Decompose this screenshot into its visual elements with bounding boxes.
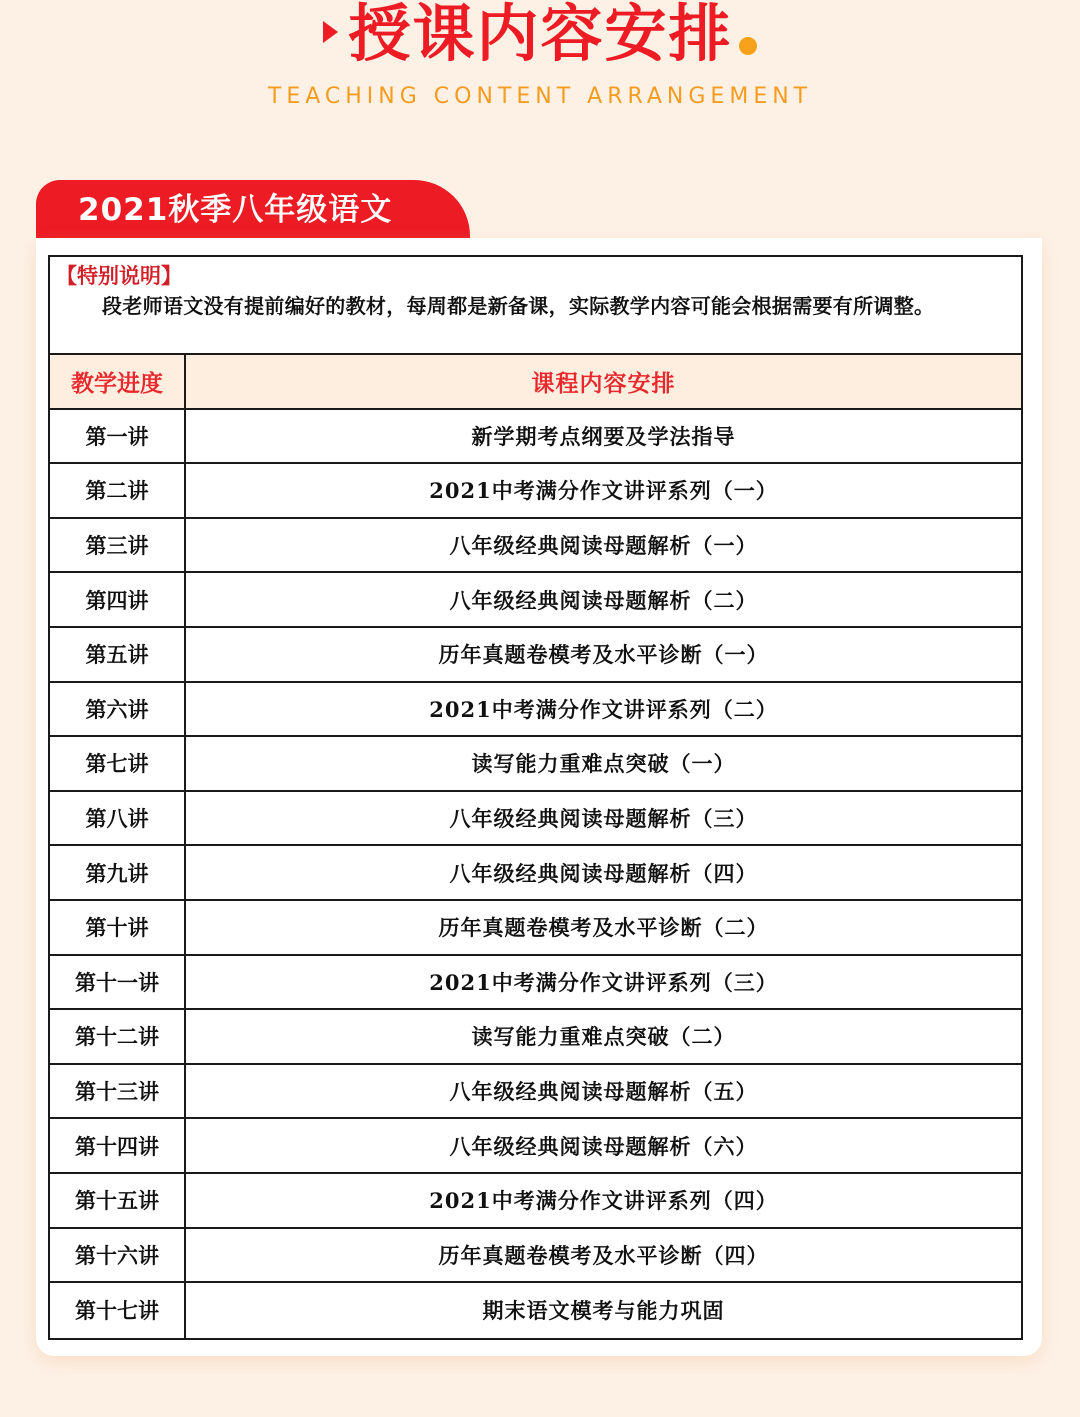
lecture-cell: 第三讲 [50,519,186,572]
lecture-cell: 第一讲 [50,410,186,463]
page-title [0,0,1080,74]
table-row [50,956,1021,1011]
table-row [50,464,1021,519]
lecture-cell: 第十七讲 [50,1283,186,1338]
schedule-table [48,255,1023,1340]
lecture-cell: 第十讲 [50,901,186,954]
table-row [50,1065,1021,1120]
table-row [50,519,1021,574]
table-row [50,573,1021,628]
lecture-cell: 第二讲 [50,464,186,517]
special-note [50,257,1021,355]
header-content: 课程内容安排 [186,355,1021,408]
content-cell: 八年级经典阅读母题解析（四） [449,860,758,886]
special-note-body: 段老师语文没有提前编好的教材，每周都是新备课，实际教学内容可能会根据需要有所调整。 [102,294,935,318]
page-title-text: 授课内容安排 [348,0,733,70]
table-header-row [50,355,1021,410]
table-row [50,410,1021,465]
content-cell: 2021中考满分作文讲评系列（四） [429,1188,778,1214]
table-row [50,628,1021,683]
table-body [50,410,1021,1338]
content-cell: 2021中考满分作文讲评系列（三） [429,969,778,995]
lecture-cell: 第十一讲 [50,956,186,1009]
lecture-cell: 第五讲 [50,628,186,681]
lecture-cell: 第八讲 [50,792,186,845]
table-row [50,1174,1021,1229]
content-cell: 历年真题卷模考及水平诊断（四） [438,1242,769,1268]
content-cell: 八年级经典阅读母题解析（五） [449,1079,758,1105]
content-cell: 八年级经典阅读母题解析（二） [449,587,758,613]
page-subtitle: TEACHING CONTENT ARRANGEMENT [267,84,813,109]
table-row [50,1229,1021,1284]
content-cell: 历年真题卷模考及水平诊断（二） [438,915,769,941]
content-cell: 新学期考点纲要及学法指导 [471,423,736,449]
content-cell: 八年级经典阅读母题解析（三） [449,806,758,832]
lecture-cell: 第九讲 [50,846,186,899]
table-row [50,737,1021,792]
lecture-cell: 第十三讲 [50,1065,186,1118]
table-row [50,1119,1021,1174]
table-row [50,1283,1021,1338]
dot-icon [739,37,757,55]
table-row [50,792,1021,847]
content-cell: 期末语文模考与能力巩固 [482,1298,725,1324]
lecture-cell: 第六讲 [50,683,186,736]
content-cell: 历年真题卷模考及水平诊断（一） [438,642,769,668]
content-cell: 读写能力重难点突破（一） [471,751,736,777]
lecture-cell: 第十五讲 [50,1174,186,1227]
table-row [50,901,1021,956]
section-tab [36,180,470,238]
content-cell: 2021中考满分作文讲评系列（二） [429,696,778,722]
content-cell: 读写能力重难点突破（二） [471,1024,736,1050]
lecture-cell: 第七讲 [50,737,186,790]
table-row [50,1010,1021,1065]
content-cell: 八年级经典阅读母题解析（六） [449,1133,758,1159]
special-note-title: 【特别说明】 [56,263,182,288]
table-row [50,683,1021,738]
table-row [50,846,1021,901]
section-tab-label: 2021秋季八年级语文 [78,192,393,228]
content-cell: 2021中考满分作文讲评系列（一） [429,478,778,504]
content-cell: 八年级经典阅读母题解析（一） [449,533,758,559]
triangle-bullet-icon [323,21,338,43]
hero-header [0,0,1080,130]
lecture-cell: 第四讲 [50,573,186,626]
schedule-card [36,238,1042,1356]
lecture-cell: 第十四讲 [50,1119,186,1172]
header-progress: 教学进度 [50,355,186,408]
lecture-cell: 第十六讲 [50,1229,186,1282]
lecture-cell: 第十二讲 [50,1010,186,1063]
